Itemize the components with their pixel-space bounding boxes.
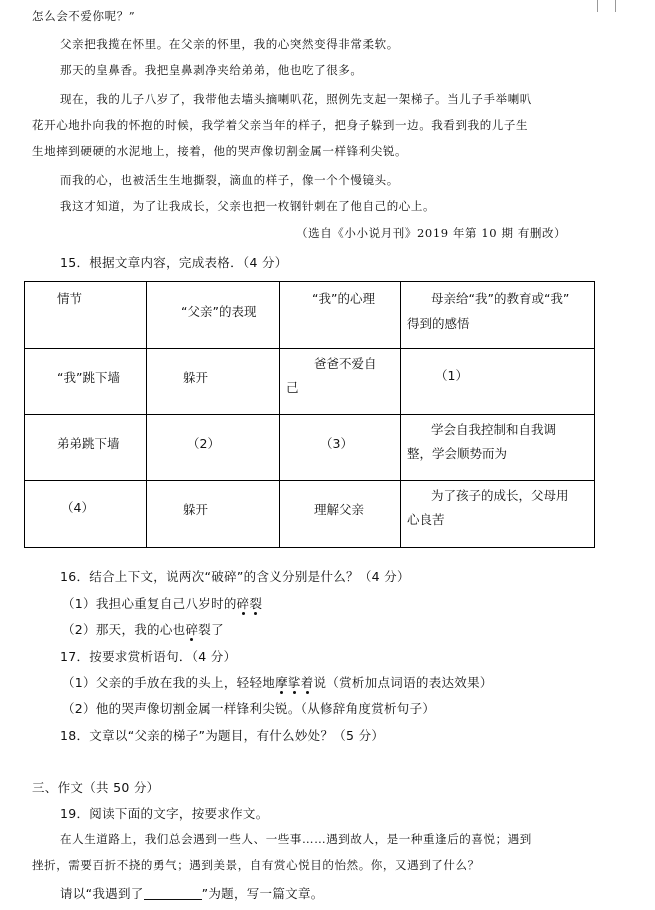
page-corner-mark: [597, 0, 598, 12]
question-17-part-2: （2）他的哭声像切割金属一样锋利尖锐。（从修辞角度赏析句子）: [62, 701, 436, 716]
prompt-text-line: 在人生道路上，我们总会遇到一些人、一些事……遇到故人，是一种重逢后的喜悦；遇到: [60, 832, 532, 846]
story-line: 生地摔到硬硬的水泥地上，接着，他的哭声像切割金属一样锋利尖锐。: [32, 144, 408, 158]
question-16-part-2: [62, 620, 224, 638]
table-cell: 爸爸不爱自 己: [280, 349, 401, 415]
question-16-part-1: [62, 594, 262, 612]
question-text: （1）我担心重复自己八岁时的: [62, 596, 237, 611]
question-text: （2）那天，我的心也: [62, 622, 186, 637]
question-text: 说（赏析加点词语的表达效果）: [313, 675, 493, 690]
table-cell: （2）: [147, 415, 280, 481]
table-cell: 弟弟跳下墙: [25, 415, 147, 481]
table-cell: 躲开: [147, 481, 280, 548]
essay-title-prompt: [60, 884, 324, 902]
story-paragraph: 父亲把我揽在怀里。在父亲的怀里，我的心突然变得非常柔软。: [60, 37, 399, 51]
question-18-stem: 18．文章以“父亲的梯子”为题目，有什么妙处？（5 分）: [60, 728, 385, 743]
table-cell: （4）: [25, 481, 147, 548]
table-cell: 学会自我控制和自我调 整，学会顺势而为: [401, 415, 595, 481]
dotted-word: 碎: [236, 596, 250, 611]
table-header-row: [25, 282, 595, 349]
table-header-cell: “我”的心理: [280, 282, 401, 349]
page-corner-mark: [615, 0, 616, 12]
table-row: [25, 349, 595, 415]
story-source: （选自《小小说月刊》2019 年第 10 期 有删改）: [296, 226, 567, 240]
table-cell: 为了孩子的成长，父母用 心良苦: [401, 481, 595, 548]
title-blank: [144, 887, 202, 900]
dotted-word: 裂: [249, 596, 263, 611]
question-16-stem: 16．结合上下文，说两次“破碎”的含义分别是什么？（4 分）: [60, 569, 410, 584]
question-text: （1）父亲的手放在我的头上，轻轻地: [62, 675, 276, 690]
dotted-word: 着: [300, 675, 314, 690]
story-paragraph: 那天的皇鼻香。我把皇鼻剥净夹给弟弟，他也吃了很多。: [60, 63, 363, 77]
table-header-cell: 情节: [25, 282, 147, 349]
table-cell: （3）: [280, 415, 401, 481]
table-row: [25, 415, 595, 481]
question-19-stem: 19．阅读下面的文字，按要求作文。: [60, 806, 269, 821]
dotted-word: 挲: [287, 675, 301, 690]
table-header-cell: “父亲”的表现: [147, 282, 280, 349]
prompt-text-line: 挫折，需要百折不挠的勇气；遇到美景，自有赏心悦目的怡然。你，又遇到了什么？: [32, 858, 480, 872]
question-text: ”为题，写一篇文章。: [201, 886, 324, 901]
table-cell: 理解父亲: [280, 481, 401, 548]
table-header-cell: 母亲给“我”的教育或“我” 得到的感悟: [401, 282, 595, 349]
story-line: 花开心地扑向我的怀抱的时候，我学着父亲当年的样子，把身子躲到一边。我看到我的儿子生: [32, 118, 529, 132]
question-17-stem: 17．按要求赏析语句．（4 分）: [60, 649, 237, 664]
dotted-word: 摩: [275, 675, 288, 690]
story-line: 怎么会不爱你呢？”: [32, 9, 136, 23]
table-cell: “我”跳下墙: [25, 349, 147, 415]
table-cell: （1）: [401, 349, 595, 415]
question-15-table: [24, 281, 595, 548]
story-paragraph: 现在，我的儿子八岁了，我带他去墙头摘喇叭花，照例先支起一架梯子。当儿子手举喇叭: [60, 92, 532, 106]
story-paragraph: 而我的心，也被活生生地撕裂，滴血的样子，像一个个慢镜头。: [60, 173, 399, 187]
question-text: 裂了: [198, 622, 224, 637]
section-3-title: 三、作文（共 50 分）: [32, 780, 160, 795]
table-row: [25, 481, 595, 548]
question-text: 请以“我遇到了: [60, 886, 144, 901]
dotted-word: 碎: [185, 622, 199, 637]
question-17-part-1: [62, 673, 493, 691]
story-paragraph: 我这才知道，为了让我成长，父亲也把一枚钢针刺在了他自己的心上。: [60, 199, 436, 213]
question-15-stem: 15．根据文章内容，完成表格．（4 分）: [60, 255, 288, 270]
table-cell: 躲开: [147, 349, 280, 415]
